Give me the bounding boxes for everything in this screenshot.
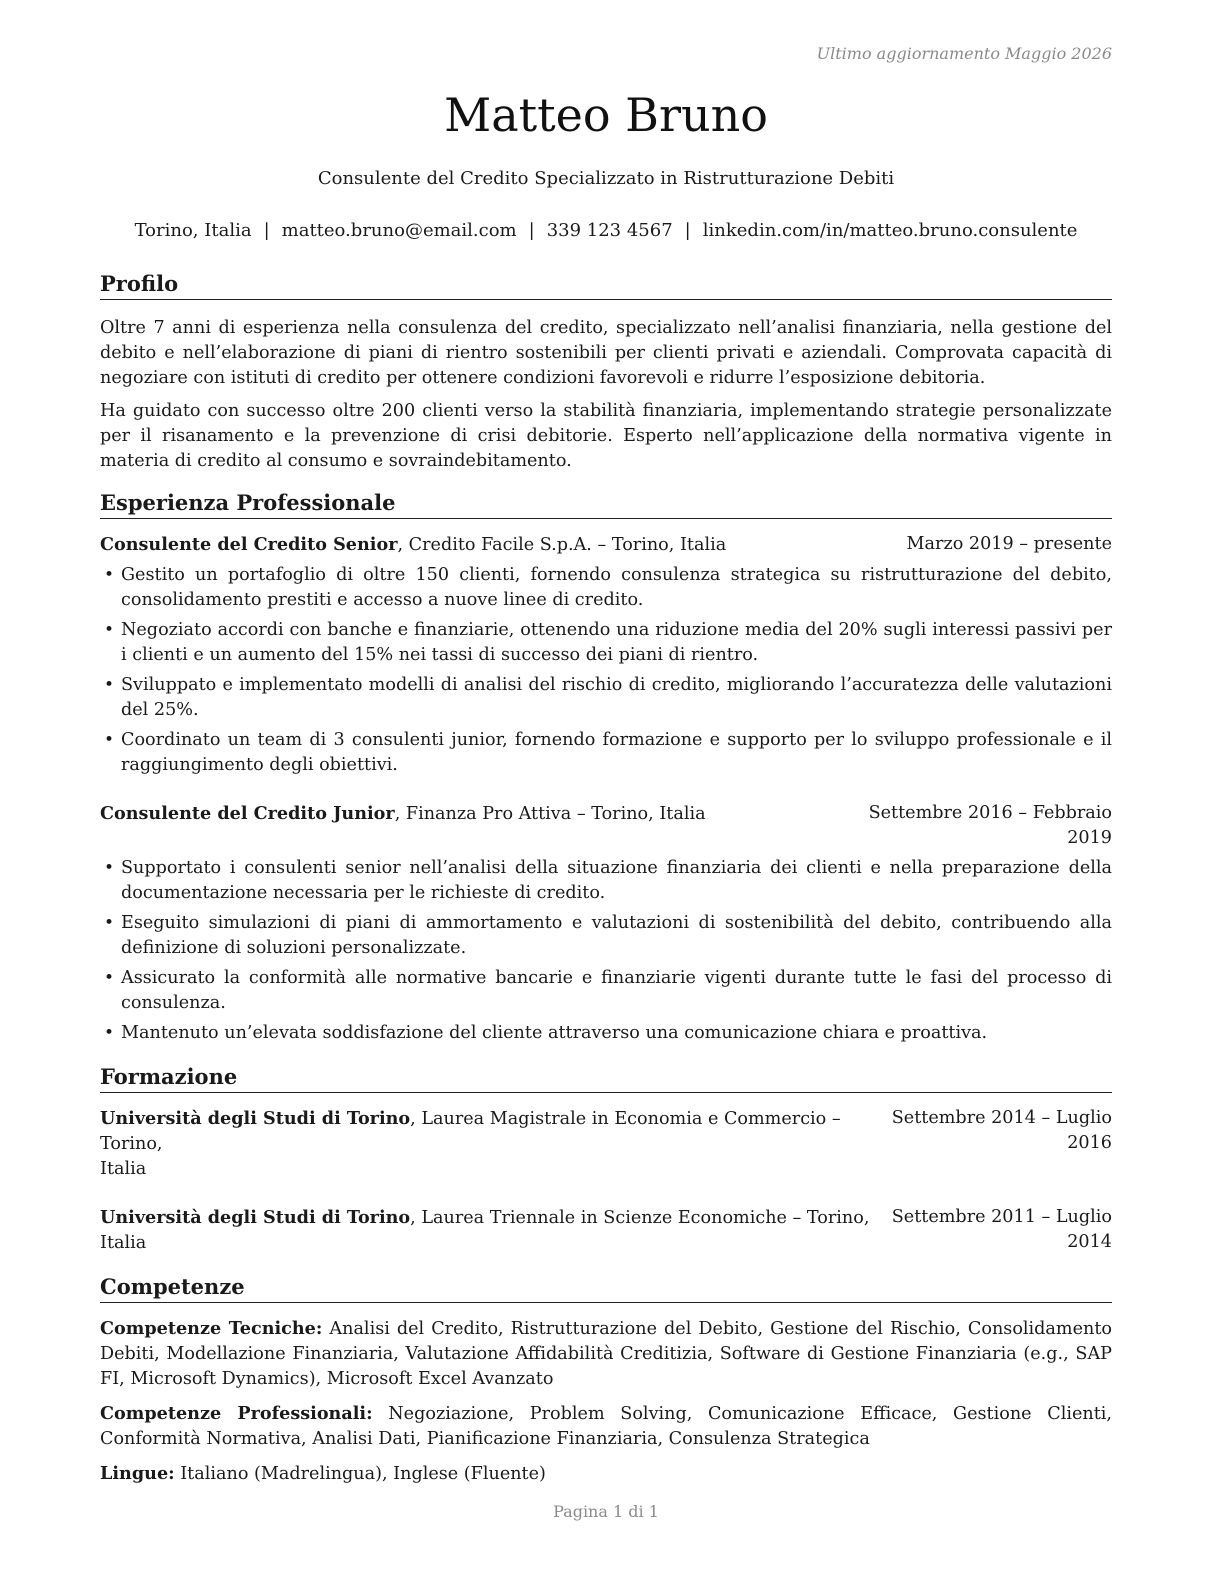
profile-paragraph: Oltre 7 anni di esperienza nella consulenza del credito, specializzato nell’analisi finanziaria, nella gestione del debito e nell’elaborazione di piani di rientro sostenibili per clienti privati e aziendali. Comprovata capacità di negoziare con istituti di credito per ottenere condizioni favorevoli e ridurre l’esposizione debitoria. xyxy=(100,318,1112,388)
education-degree xyxy=(100,1106,892,1182)
bullet-text: Gestito un portafoglio di oltre 150 clienti, fornendo consulenza strategica su ristrutturazione del debito, consolidamento prestiti e accesso a nuove linee di credito. xyxy=(121,565,1112,610)
job-company: , Finanza Pro Attiva – Torino, Italia xyxy=(394,804,706,824)
bullet-icon: • xyxy=(104,675,115,695)
bullet-icon: • xyxy=(104,1023,115,1043)
education-dates xyxy=(892,1106,1112,1156)
section-education xyxy=(100,1063,1112,1256)
bullet-text: Negoziato accordi con banche e finanziarie, ottenendo una riduzione media del 20% sugli interessi passivi per i clienti e un aumento del 15% nei tassi di successo dei piani di rientro. xyxy=(121,620,1112,665)
degree-text: Italia xyxy=(100,1159,147,1179)
bullet-icon: • xyxy=(104,620,115,640)
email-link[interactable]: matteo.bruno@email.com xyxy=(281,220,517,241)
skill-label: Competenze Professionali: xyxy=(100,1403,373,1424)
bullet-text: Coordinato un team di 3 consulenti junior, fornendo formazione e supporto per lo sviluppo professionale e il raggiungimento degli obiettivi. xyxy=(121,730,1112,775)
bullet-text: Eseguito simulazioni di piani di ammortamento e valutazioni di sostenibilità del debito, contribuendo alla definizione di soluzioni personalizzate. xyxy=(121,913,1112,958)
separator: | xyxy=(263,220,270,241)
skill-text: Analisi del Credito, Ristrutturazione del Debito, Gestione del Rischio, Consolidamento Debiti, Modellazione Finanziaria, Valutazione Affidabilità Creditizia, Software di Gestione Finanziaria (e.g., SAP FI, Microsoft Dynamics), Microsoft Excel Avanzato xyxy=(100,1319,1113,1389)
list-item xyxy=(100,618,1112,668)
job-dates-line: 2019 xyxy=(1067,828,1112,848)
section-title: Competenze xyxy=(100,1273,1112,1303)
degree-text: , Laurea Triennale in Scienze Economiche – Torino, Italia xyxy=(100,1208,870,1253)
education-entry xyxy=(100,1205,1112,1256)
job-role-company xyxy=(100,801,869,827)
job-header xyxy=(100,801,1112,851)
separator: | xyxy=(684,220,691,241)
section-skills xyxy=(100,1273,1112,1487)
person-name: Matteo Bruno xyxy=(444,88,768,142)
section-title: Esperienza Professionale xyxy=(100,489,1112,519)
list-item xyxy=(100,966,1112,1016)
skill-group xyxy=(100,1461,1112,1487)
job-entry xyxy=(100,801,1112,1046)
school-name: Università degli Studi di Torino xyxy=(100,1108,411,1129)
skill-label: Competenze Tecniche: xyxy=(100,1318,323,1339)
section-title: Formazione xyxy=(100,1063,1112,1093)
list-item xyxy=(100,1021,1112,1046)
last-updated: Ultimo aggiornamento Maggio 2026 xyxy=(816,44,1112,63)
job-bullets xyxy=(100,856,1112,1046)
separator: | xyxy=(528,220,535,241)
skill-group xyxy=(100,1401,1112,1452)
education-entry xyxy=(100,1106,1112,1182)
job-entry xyxy=(100,532,1112,778)
bullet-text: Mantenuto un’elevata soddisfazione del cliente attraverso una comunicazione chiara e proattiva. xyxy=(121,1023,988,1043)
location: Torino, Italia xyxy=(134,220,252,241)
bullet-text: Assicurato la conformità alle normative bancarie e finanziarie vigenti durante tutte le fasi del processo di consulenza. xyxy=(121,968,1112,1013)
list-item xyxy=(100,728,1112,778)
skill-label: Lingue: xyxy=(100,1463,175,1484)
section-experience xyxy=(100,489,1112,1046)
resume-body xyxy=(100,270,1112,1487)
job-role: Consulente del Credito Junior xyxy=(100,803,395,824)
education-dates-line: Settembre 2014 – Luglio xyxy=(891,1108,1112,1128)
education-dates xyxy=(892,1205,1112,1255)
job-dates-line: Settembre 2016 – Febbraio xyxy=(868,803,1112,823)
job-header xyxy=(100,532,1112,558)
list-item xyxy=(100,673,1112,723)
job-role-company xyxy=(100,532,907,558)
job-company: , Credito Facile S.p.A. – Torino, Italia xyxy=(397,535,727,555)
page-number: Pagina 1 di 1 xyxy=(553,1502,659,1521)
list-item xyxy=(100,856,1112,906)
education-dates-line: Settembre 2011 – Luglio xyxy=(891,1207,1112,1227)
job-bullets xyxy=(100,563,1112,778)
education-degree xyxy=(100,1205,892,1256)
job-role: Consulente del Credito Senior xyxy=(100,534,398,555)
bullet-icon: • xyxy=(104,968,115,988)
education-dates-line: 2014 xyxy=(1067,1232,1112,1252)
phone: 339 123 4567 xyxy=(546,220,673,241)
bullet-text: Sviluppato e implementato modelli di analisi del rischio di credito, migliorando l’accuratezza delle valutazioni del 25%. xyxy=(121,675,1112,720)
job-dates: Marzo 2019 – presente xyxy=(906,534,1112,554)
bullet-icon: • xyxy=(104,730,115,750)
skill-text: Negoziazione, Problem Solving, Comunicazione Efficace, Gestione Clienti, Conformità Normativa, Analisi Dati, Pianificazione Finanziaria, Consulenza Strategica xyxy=(100,1404,1112,1449)
school-name: Università degli Studi di Torino xyxy=(100,1207,411,1228)
section-title: Profilo xyxy=(100,270,1112,300)
section-profile xyxy=(100,270,1112,474)
profile-paragraph: Ha guidato con successo oltre 200 clienti verso la stabilità finanziaria, implementando strategie personalizzate per il risanamento e la prevenzione di crisi debitorie. Esperto nell’applicazione della normativa vigente in materia di credito al consumo e sovraindebitamento. xyxy=(100,401,1112,471)
degree-text: , Laurea Magistrale in Economia e Commercio – Torino, xyxy=(100,1109,841,1154)
list-item xyxy=(100,563,1112,613)
skill-group xyxy=(100,1316,1112,1392)
bullet-icon: • xyxy=(104,913,115,933)
linkedin-link[interactable]: linkedin.com/in/matteo.bruno.consulente xyxy=(702,220,1078,241)
list-item xyxy=(100,911,1112,961)
contact-line xyxy=(100,220,1112,241)
bullet-icon: • xyxy=(104,858,115,878)
skill-text: Italiano (Madrelingua), Inglese (Fluente) xyxy=(174,1464,546,1484)
bullet-text: Supportato i consulenti senior nell’analisi della situazione finanziaria dei clienti e nella preparazione della documentazione necessaria per le richieste di credito. xyxy=(121,858,1112,903)
education-dates-line: 2016 xyxy=(1067,1133,1112,1153)
bullet-icon: • xyxy=(104,565,115,585)
job-title: Consulente del Credito Specializzato in Ristrutturazione Debiti xyxy=(317,168,895,189)
job-dates xyxy=(869,801,1112,851)
